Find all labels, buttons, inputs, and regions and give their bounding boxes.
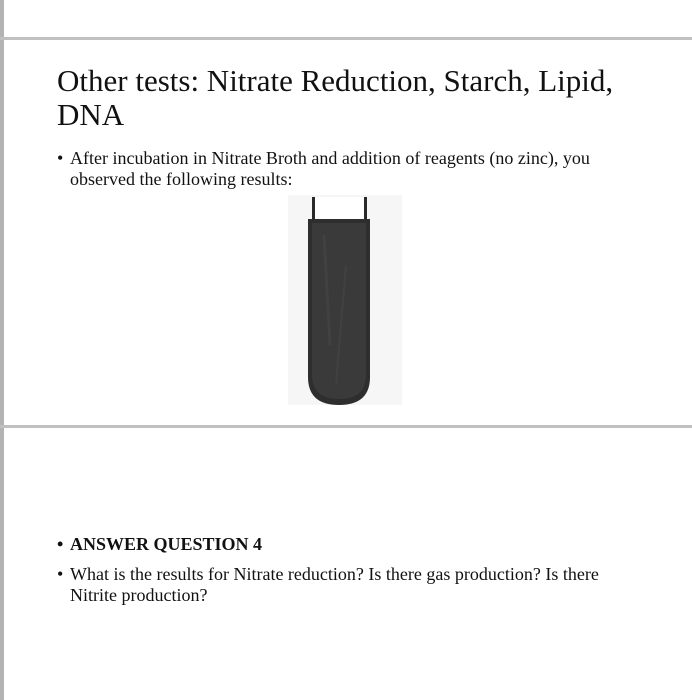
bullet-answer-question bbox=[57, 534, 637, 555]
bullet-incubation bbox=[57, 148, 637, 190]
bullet-text: What is the results for Nitrate reduction? Is there gas production? Is there Nitrite production? bbox=[70, 564, 599, 605]
slide-title: Other tests: Nitrate Reduction, Starch, Lipid, DNA bbox=[57, 63, 614, 132]
bullet-text: ANSWER QUESTION 4 bbox=[70, 534, 263, 554]
bullet-dot: • bbox=[57, 148, 64, 168]
test-tube-image bbox=[288, 195, 402, 405]
bullet-question bbox=[57, 564, 637, 606]
left-border bbox=[0, 0, 4, 700]
bullet-text: After incubation in Nitrate Broth and addition of reagents (no zinc), you observed the following results: bbox=[70, 148, 590, 189]
test-tube-icon bbox=[288, 195, 402, 405]
bullet-dot: • bbox=[57, 534, 64, 554]
slide-divider-top bbox=[0, 37, 692, 40]
slide-divider-middle bbox=[0, 425, 692, 428]
bullet-dot: • bbox=[57, 564, 64, 584]
